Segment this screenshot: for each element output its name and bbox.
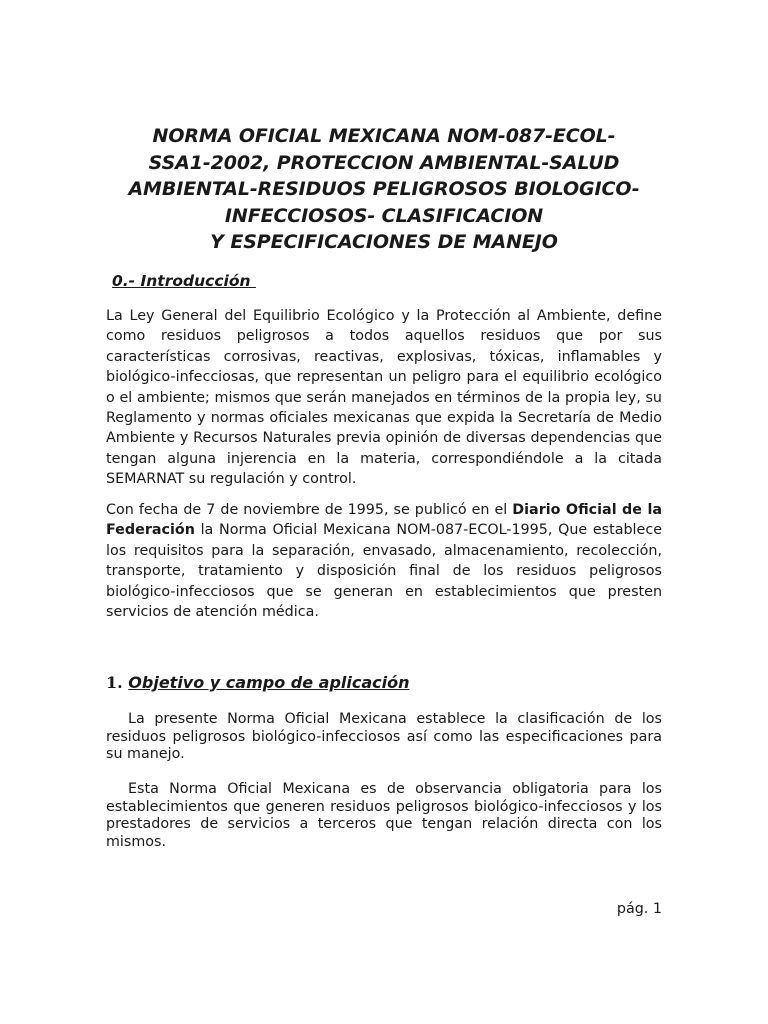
- section-1-title: Objetivo y campo de aplicación: [128, 673, 410, 692]
- section-1-heading: [106, 673, 410, 692]
- section-1-paragraph-1: La presente Norma Oficial Mexicana establece la clasificación de los residuos peligrosos biológico-infecciosos así como las especificaciones para su manejo.: [106, 711, 662, 762]
- page-number: pág. 1: [616, 901, 662, 917]
- section-1-paragraph-2: Esta Norma Oficial Mexicana es de observancia obligatoria para los establecimientos que generen residuos peligrosos biológico-infecciosos y los prestadores de servicios a terceros que tengan relación directa con los mismos.: [106, 781, 662, 850]
- intro-paragraph-2-start: Con fecha de 7 de noviembre de 1995, se publicó en el: [106, 502, 513, 518]
- title-line: AMBIENTAL-RESIDUOS PELIGROSOS BIOLOGICO-: [128, 178, 640, 200]
- document-title: [106, 123, 662, 256]
- title-line: Y ESPECIFICACIONES DE MANEJO: [210, 231, 558, 253]
- intro-paragraph-1: La Ley General del Equilibrio Ecológico y la Protección al Ambiente, define como residuos peligrosos a todos aquellos residuos que por sus características corrosivas, reactivas, explosivas, tóxicas, inflamables y biológico-infecciosas, que representan un peligro para el equilibrio ecológico o el ambiente; mismos que serán manejados en términos de la propia ley, su Reglamento y normas oficiales mexicanas que expida la Secretaría de Medio Ambiente y Recursos Naturales previa opinión de diversas dependencias que tengan alguna injerencia en la materia, correspondiéndole a la citada SEMARNAT su regulación y control.: [106, 308, 662, 488]
- title-line: SSA1-2002, PROTECCION AMBIENTAL-SALUD: [148, 151, 620, 174]
- section-0-heading: 0.- Introducción: [112, 272, 256, 290]
- diario-oficial-reference: Diario Oficial de la Federación: [106, 502, 662, 539]
- intro-paragraph-2-end: la Norma Oficial Mexicana NOM-087-ECOL-1995, Que establece los requisitos para la separación, envasado, almacenamiento, recolección, transporte, tratamiento y disposición final de los residuos peligrosos biológico-infecciosos que se generan en establecimientos que presten servicios de atención médica.: [106, 522, 662, 621]
- intro-paragraph-2: [106, 500, 662, 622]
- section-1-number: 1.: [106, 673, 123, 692]
- title-line: INFECCIOSOS- CLASIFICACION: [224, 204, 544, 227]
- title-line: NORMA OFICIAL MEXICANA NOM-087-ECOL-: [152, 125, 616, 147]
